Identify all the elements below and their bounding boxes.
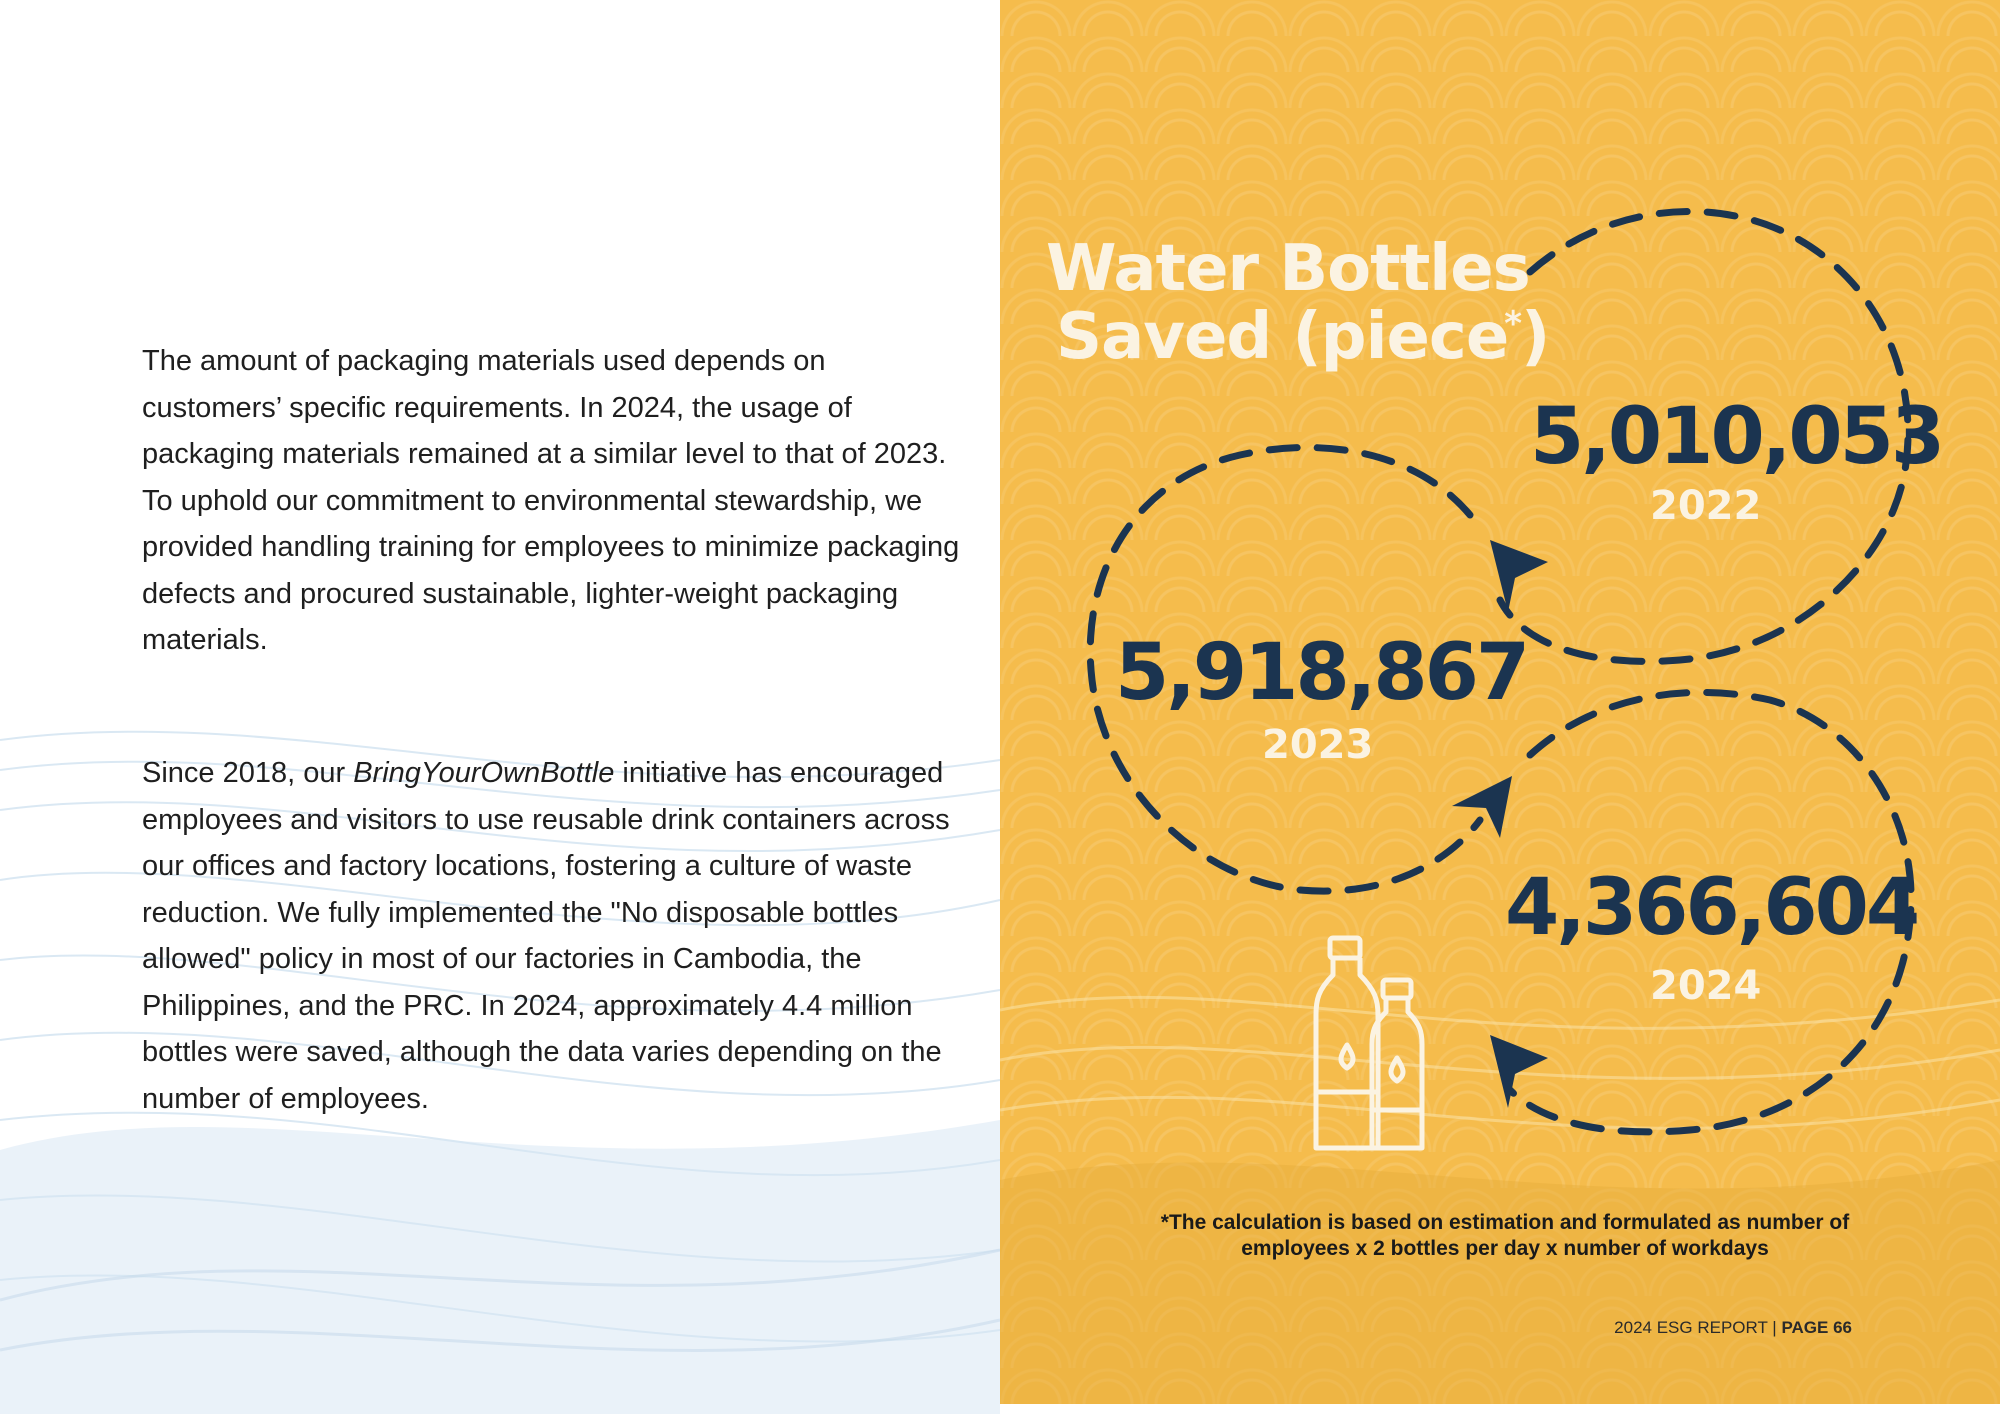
calculation-footnote	[1110, 1210, 1900, 1262]
initiative-name: BringYourOwnBottle	[353, 757, 615, 789]
report-name: 2024 ESG REPORT |	[1614, 1318, 1782, 1337]
stat-year-2024: 2024	[1650, 963, 1762, 1009]
packaging-text: The amount of packaging materials used depends on customers’ specific requirements. In 2024, the usage of packaging materials remained at a similar level to that of 2023. To uphold our commitment to environmental stewardship, we provided handling training for employees to minimize packaging defects and procured sustainable, lighter-weight packaging materials.	[142, 345, 960, 656]
arrowhead-2	[1452, 776, 1512, 838]
bottle-initiative-text	[142, 750, 972, 1122]
infographic-title-line1: Water Bottles	[1046, 232, 1530, 306]
initiative-text-rest: initiative has encouraged employees and visitors to use reusable drink containers across our offices and factory locations, fostering a culture of waste reduction. We fully implemented the "No disposable bottles allowed" policy in most of our factories in Cambodia, the Philippines, and the PRC. In 2024, approximately 4.4 million bottles were saved, although the data varies depending on the number of employees.	[142, 757, 950, 1115]
stat-value-2024: 4,366,604	[1505, 863, 1918, 953]
title-text: Saved (piece	[1056, 300, 1509, 374]
initiative-text-start: Since 2018, our	[142, 757, 354, 789]
footnote-line1: *The calculation is based on estimation and formulated as number of	[1160, 1211, 1850, 1234]
stat-value-2023: 5,918,867	[1115, 628, 1528, 718]
title-asterisk: *	[1504, 304, 1522, 344]
stat-year-2023: 2023	[1262, 722, 1374, 768]
bottle-initiative-paragraph	[142, 750, 972, 1122]
infographic-title-line2	[1056, 300, 1549, 374]
page-footer	[1614, 1318, 1852, 1338]
water-bottles-icon	[1316, 938, 1422, 1148]
stat-value-2022: 5,010,053	[1530, 392, 1943, 482]
water-bottles-infographic	[1000, 0, 2000, 1404]
page-number: PAGE 66	[1781, 1318, 1852, 1337]
title-close-paren: )	[1521, 300, 1550, 374]
packaging-paragraph	[142, 338, 972, 664]
footnote-line2: employees x 2 bottles per day x number of workdays	[1241, 1237, 1769, 1260]
stat-year-2022: 2022	[1650, 483, 1762, 529]
